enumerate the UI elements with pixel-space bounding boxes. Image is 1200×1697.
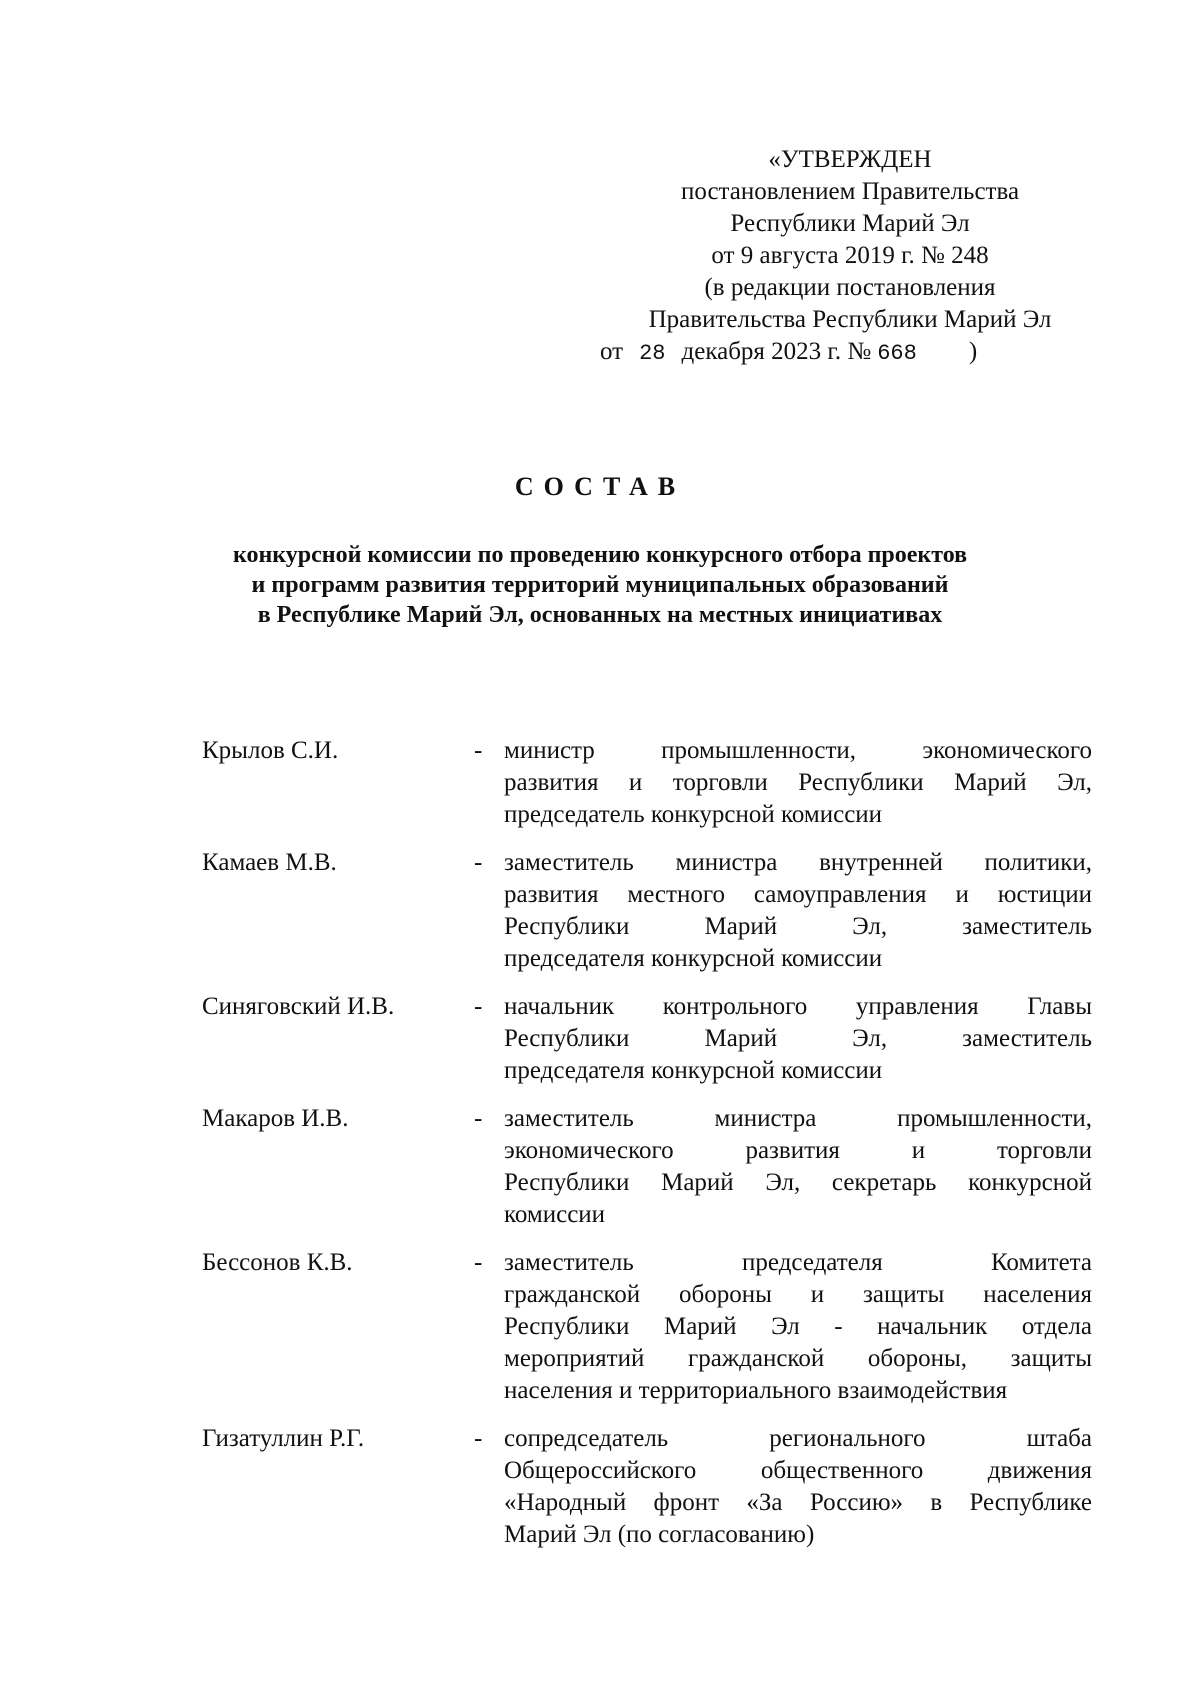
role-line: комиссии (504, 1201, 606, 1228)
role-line: председателя конкурсной комиссии (504, 945, 883, 972)
role-line: заместитель министра внутренней политики, (504, 849, 1092, 876)
role-line: начальник контрольного управления Главы (504, 993, 1092, 1020)
member-dash: - (474, 1249, 483, 1276)
role-line: Общероссийского общественного движения (504, 1457, 1092, 1484)
member-role (504, 847, 1092, 975)
approval-line-3: Республики Марий Эл (730, 210, 970, 237)
role-line: заместитель председателя Комитета (504, 1249, 1092, 1276)
role-line: развития местного самоуправления и юстиции (504, 881, 1092, 908)
role-line: гражданской обороны и защиты населения (504, 1281, 1092, 1308)
member-role (504, 1103, 1092, 1231)
member-name: Крылов С.И. (202, 737, 339, 764)
approval-line-7 (600, 336, 1100, 370)
member-role (504, 735, 1092, 831)
members-list (202, 735, 1102, 1567)
approval-number: 668 (877, 341, 917, 366)
member-name: Синяговский И.В. (202, 993, 395, 1020)
approval-line-6: Правительства Республики Марий Эл (648, 306, 1052, 333)
role-line: «Народный фронт «За Россию» в Республике (504, 1489, 1092, 1516)
member-name: Макаров И.В. (202, 1105, 349, 1132)
role-line: Республики Марий Эл - начальник отдела (504, 1313, 1092, 1340)
member-name: Гизатуллин Р.Г. (202, 1425, 365, 1452)
member-item (202, 847, 1102, 975)
approval-line-1: «УТВЕРЖДЕН (768, 146, 932, 173)
member-item (202, 1423, 1102, 1551)
member-name: Бессонов К.В. (202, 1249, 353, 1276)
role-line: председателя конкурсной комиссии (504, 1057, 883, 1084)
member-role (504, 1247, 1092, 1407)
member-dash: - (474, 849, 483, 876)
role-line: экономического развития и торговли (504, 1137, 1092, 1164)
subtitle-line-3: в Республике Марий Эл, основанных на местных инициативах (257, 602, 943, 628)
approval-date-day: 28 (639, 341, 666, 366)
role-line: Марий Эл (по согласованию) (504, 1521, 815, 1548)
member-dash: - (474, 1105, 483, 1132)
role-line: населения и территориального взаимодействия (504, 1377, 1008, 1404)
role-line: Республики Марий Эл, заместитель (504, 913, 1092, 940)
member-item (202, 1103, 1102, 1231)
subtitle-line-1: конкурсной комиссии по проведению конкурсного отбора проектов (232, 542, 968, 568)
page-subtitle (150, 540, 1050, 630)
member-item (202, 735, 1102, 831)
approval-line-5: (в редакции постановления (704, 274, 996, 301)
role-line: мероприятий гражданской обороны, защиты (504, 1345, 1092, 1372)
role-line: сопредседатель регионального штаба (504, 1425, 1092, 1452)
member-role (504, 1423, 1092, 1551)
subtitle-line-2: и программ развития территорий муниципальных образований (251, 572, 949, 598)
role-line: Республики Марий Эл, секретарь конкурсной (504, 1169, 1092, 1196)
approval-date-prefix: от (600, 338, 624, 365)
member-dash: - (474, 993, 483, 1020)
role-line: министр промышленности, экономического (504, 737, 1092, 764)
role-line: развития и торговли Республики Марий Эл, (504, 769, 1092, 796)
role-line: председатель конкурсной комиссии (504, 801, 883, 828)
approval-date-suffix: ) (968, 338, 978, 365)
role-line: Республики Марий Эл, заместитель (504, 1025, 1092, 1052)
role-line: заместитель министра промышленности, (504, 1105, 1092, 1132)
member-name: Камаев М.В. (202, 849, 337, 876)
page-title: СОСТАВ (514, 472, 686, 501)
member-dash: - (474, 1425, 483, 1452)
approval-line-2: постановлением Правительства (680, 178, 1020, 205)
member-item (202, 991, 1102, 1087)
approval-date-middle: декабря 2023 г. № (681, 338, 872, 365)
member-role (504, 991, 1092, 1087)
member-item (202, 1247, 1102, 1407)
member-dash: - (474, 737, 483, 764)
approval-line-4: от 9 августа 2019 г. № 248 (711, 242, 989, 269)
approval-stamp (600, 144, 1100, 370)
